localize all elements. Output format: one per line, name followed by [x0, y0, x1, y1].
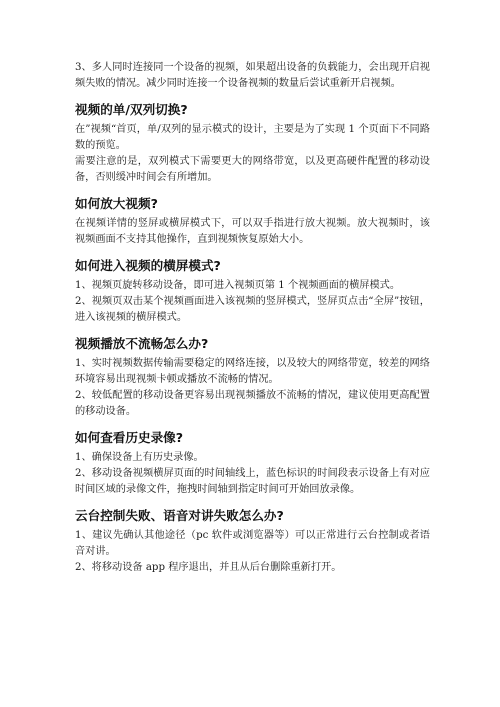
section-heading: 如何查看历史录像?: [75, 430, 184, 445]
section-heading: 如何进入视频的横屏模式?: [75, 258, 221, 273]
section-heading: 如何放大视频?: [75, 196, 158, 211]
section-paragraph: 1、建议先确认其他途径（pc 软件或浏览器等）可以正常进行云台控制或者语音对讲。: [75, 530, 430, 557]
section-paragraph: 在视频详情的竖屏或横屏模式下，可以双手指进行放大视频。放大视频时，该视频画面不支持其他操作，直到视频恢复原始大小。: [75, 218, 430, 245]
section-paragraph: 2、较低配置的移动设备更容易出现视频播放不流畅的情况，建议使用更高配置的移动设备。: [75, 390, 430, 417]
section-paragraph: 2、移动设备视频横屏页面的时间轴线上，蓝色标识的时间段表示设备上有对应时间区域的录像文件，拖拽时间轴到指定时间可开始回放录像。: [75, 468, 430, 495]
section-heading: 云台控制失败、语音对讲失败怎么办?: [75, 508, 284, 523]
section-heading: 视频播放不流畅怎么办?: [75, 336, 209, 351]
section-paragraph: 1、实时视频数据传输需要稳定的网络连接，以及较大的网络带宽，较差的网络环境容易出现视频卡顿或播放不流畅的情况。: [75, 358, 430, 385]
section-history-recording: [75, 429, 430, 498]
section-paragraph: 在”视频“首页，单/双列的显示模式的设计，主要是为了实现 1 个页面下不同路数的预览。: [75, 124, 430, 151]
section-paragraph: 2、将移动设备 app 程序退出，并且从后台删除重新打开。: [75, 562, 342, 573]
intro-section: [75, 60, 430, 92]
section-heading: 视频的单/双列切换?: [75, 102, 188, 117]
section-single-double-column: [75, 101, 430, 186]
section-ptz-voice-failure: [75, 507, 430, 576]
section-paragraph: 需要注意的是，双列模式下需要更大的网络带宽，以及更高硬件配置的移动设备，否则缓冲时间会有所增加。: [75, 156, 430, 183]
section-paragraph: 2、视频页双击某个视频画面进入该视频的竖屏模式，竖屏页点击“全屏”按钮，进入该视频的横屏模式。: [75, 296, 430, 323]
section-playback-not-smooth: [75, 335, 430, 420]
section-paragraph: 1、视频页旋转移动设备，即可进入视频页第 1 个视频画面的横屏模式。: [75, 280, 401, 291]
section-landscape-mode: [75, 257, 430, 326]
document-page: [75, 60, 430, 576]
section-zoom-video: [75, 195, 430, 248]
intro-paragraph: 3、多人同时连接同一个设备的视频，如果超出设备的负载能力，会出现开启视频失败的情况。减少同时连接一个设备视频的数量后尝试重新开启视频。: [75, 62, 430, 89]
section-paragraph: 1、确保设备上有历史录像。: [75, 452, 204, 463]
